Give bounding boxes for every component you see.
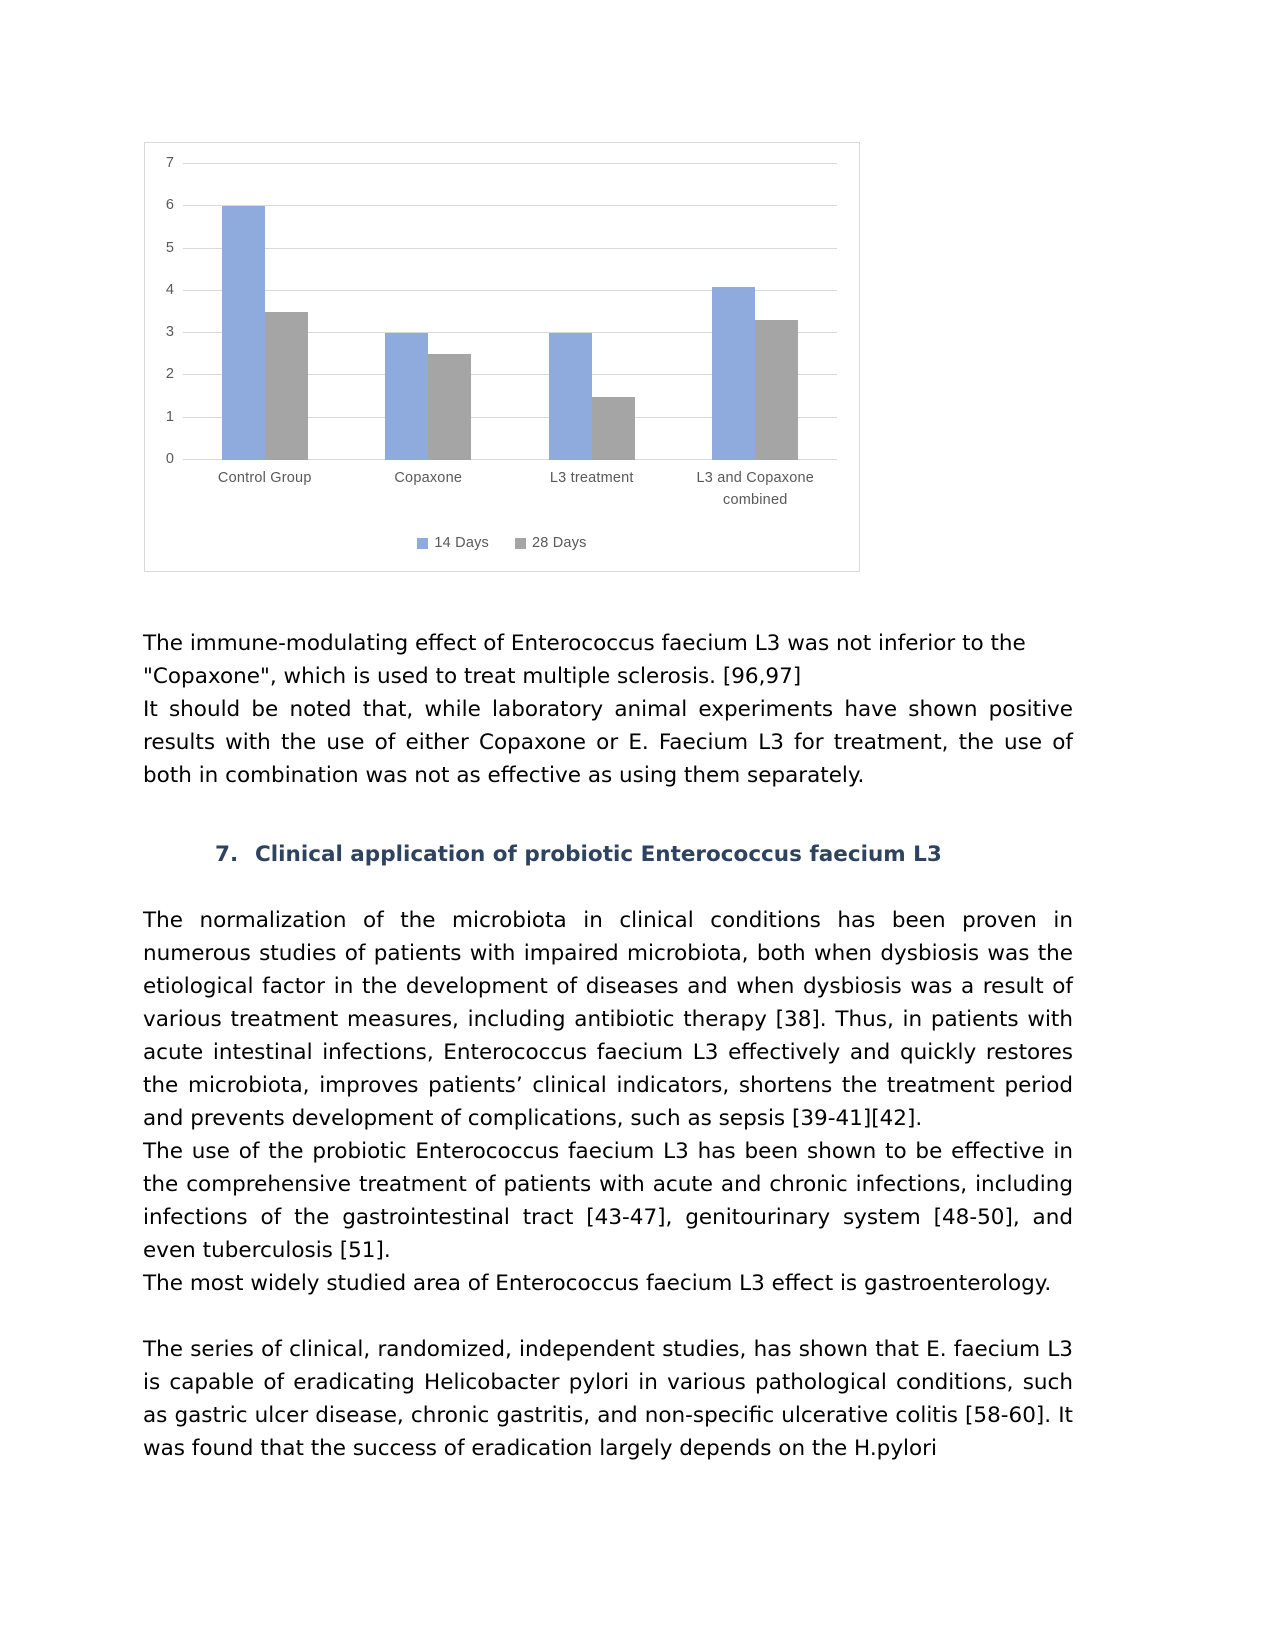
paragraph-1-line-2: "Copaxone", which is used to treat multiple sclerosis. [96,97] bbox=[143, 664, 802, 689]
chart-plot-area bbox=[165, 154, 837, 467]
bar-group bbox=[674, 164, 838, 460]
paragraph-1-line-1: The immune-modulating effect of Enterococcus faecium L3 was not inferior to the bbox=[143, 631, 1026, 656]
chart-inner bbox=[145, 143, 859, 571]
bar bbox=[755, 320, 798, 460]
chart-x-axis-labels bbox=[183, 467, 837, 512]
paragraph-4: The use of the probiotic Enterococcus faecium L3 has been shown to be effective in the comprehensive treatment of patients with acute and chronic infections, including infections of the gastrointestinal tract [43-47], genitourinary system [48-50], and even tuberculosis [51]. bbox=[143, 1139, 1073, 1263]
bar bbox=[549, 333, 592, 460]
bar bbox=[265, 312, 308, 460]
bar bbox=[385, 333, 428, 460]
y-axis-tick-label: 2 bbox=[165, 366, 174, 383]
paragraph-3: The normalization of the microbiota in clinical conditions has been proven in numerous studies of patients with impaired microbiota, both when dysbiosis was the etiological factor in the development of diseases and when dysbiosis was a result of various treatment measures, including antibiotic therapy [38]. Thus, in patients with acute intestinal infections, Enterococcus faecium L3 effectively and quickly restores the microbiota, improves patients’ clinical indicators, shortens the treatment period and prevents development of complications, such as sepsis [39-41][42]. bbox=[143, 908, 1073, 1131]
chart-bars-layer bbox=[183, 164, 837, 460]
x-axis-category-label: L3 treatment bbox=[549, 470, 634, 486]
section-heading-text: Clinical application of probiotic Enterococcus faecium L3 bbox=[255, 842, 942, 867]
bar bbox=[712, 287, 755, 460]
section-heading bbox=[143, 838, 1073, 871]
bar bbox=[592, 397, 635, 460]
legend-item[interactable] bbox=[515, 535, 587, 551]
bar-chart bbox=[144, 142, 860, 572]
y-axis-tick-label: 3 bbox=[165, 323, 174, 340]
y-axis-tick-label: 7 bbox=[165, 154, 174, 171]
legend-label: 28 Days bbox=[532, 535, 587, 551]
document-body bbox=[143, 627, 1073, 1465]
bar bbox=[428, 354, 471, 460]
paragraph-2: It should be noted that, while laboratory animal experiments have shown positive results with the use of either Copaxone or E. Faecium L3 for treatment, the use of both in combination was not as effective as using them separately. bbox=[143, 697, 1073, 788]
y-axis-tick-label: 4 bbox=[165, 281, 174, 298]
x-axis-category-label: L3 and Copaxone combined bbox=[696, 470, 814, 509]
spacer bbox=[143, 1300, 1073, 1333]
spacer bbox=[143, 792, 1073, 838]
x-axis-category-label: Control Group bbox=[217, 470, 312, 486]
bar bbox=[222, 206, 265, 460]
legend-swatch-icon bbox=[515, 538, 526, 549]
bar-group bbox=[347, 164, 511, 460]
legend-item[interactable] bbox=[417, 535, 489, 551]
legend-swatch-icon bbox=[417, 538, 428, 549]
section-heading-number: 7. bbox=[215, 842, 239, 867]
spacer bbox=[143, 871, 1073, 904]
paragraph-5: The most widely studied area of Enterococcus faecium L3 effect is gastroenterology. bbox=[143, 1271, 1052, 1296]
y-axis-tick-label: 0 bbox=[165, 450, 174, 467]
x-axis-category-label: Copaxone bbox=[394, 470, 463, 486]
paragraph-6: The series of clinical, randomized, independent studies, has shown that E. faecium L3 is capable of eradicating Helicobacter pylori in various pathological conditions, such as gastric ulcer disease, chronic gastritis, and non-specific ulcerative colitis [58-60]. It was found that the success of eradication largely depends on the H.pylori bbox=[143, 1337, 1073, 1461]
y-axis-tick-label: 1 bbox=[165, 408, 174, 425]
bar-group bbox=[183, 164, 347, 460]
y-axis-tick-label: 5 bbox=[165, 239, 174, 256]
chart-legend bbox=[145, 535, 859, 551]
bar-group bbox=[510, 164, 674, 460]
legend-label: 14 Days bbox=[434, 535, 489, 551]
y-axis-tick-label: 6 bbox=[165, 197, 174, 214]
